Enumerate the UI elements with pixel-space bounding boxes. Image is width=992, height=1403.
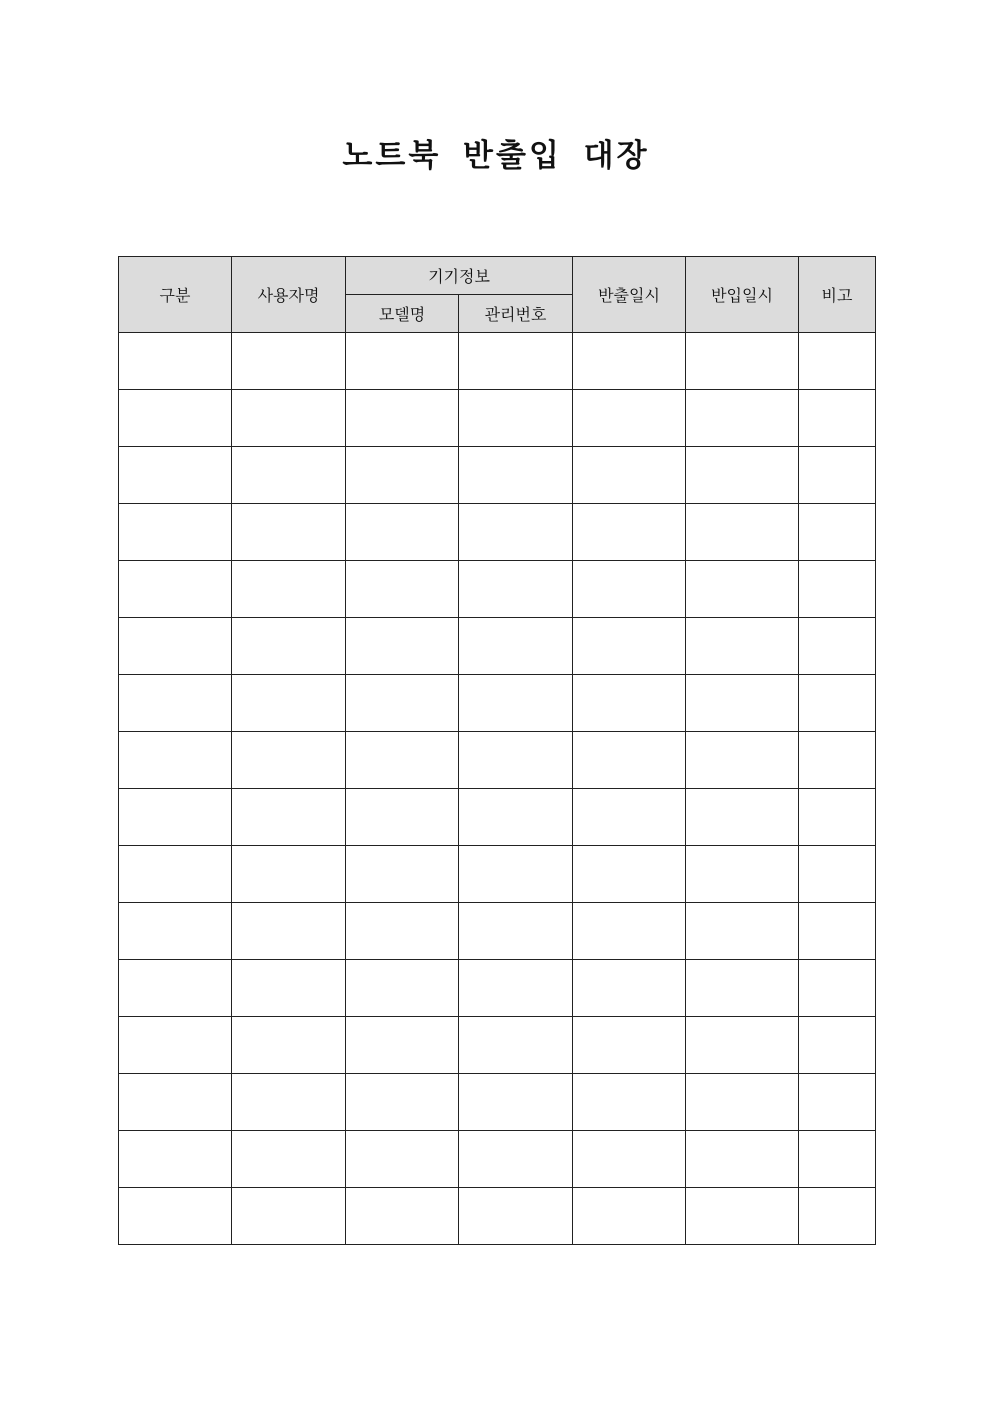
model-name-cell[interactable] — [346, 675, 459, 732]
category-cell[interactable] — [119, 1131, 232, 1188]
category-cell[interactable] — [119, 504, 232, 561]
model-name-cell[interactable] — [346, 618, 459, 675]
table-row — [119, 903, 876, 960]
table-row — [119, 846, 876, 903]
user-name-cell[interactable] — [232, 960, 346, 1017]
category-cell[interactable] — [119, 675, 232, 732]
model-name-cell[interactable] — [346, 447, 459, 504]
asset-number-cell[interactable] — [459, 1188, 573, 1245]
header-device-info: 기기정보 — [346, 257, 573, 295]
model-name-cell[interactable] — [346, 1017, 459, 1074]
category-cell[interactable] — [119, 333, 232, 390]
remarks-cell[interactable] — [799, 732, 876, 789]
table-row — [119, 1074, 876, 1131]
user-name-cell[interactable] — [232, 789, 346, 846]
return-datetime-cell[interactable] — [686, 447, 799, 504]
checkout-datetime-cell[interactable] — [573, 903, 686, 960]
checkout-datetime-cell[interactable] — [573, 960, 686, 1017]
asset-number-cell[interactable] — [459, 1131, 573, 1188]
return-datetime-cell[interactable] — [686, 618, 799, 675]
user-name-cell[interactable] — [232, 447, 346, 504]
remarks-cell[interactable] — [799, 789, 876, 846]
return-datetime-cell[interactable] — [686, 903, 799, 960]
asset-number-cell[interactable] — [459, 447, 573, 504]
header-asset-number: 관리번호 — [459, 295, 573, 333]
asset-number-cell[interactable] — [459, 333, 573, 390]
user-name-cell[interactable] — [232, 903, 346, 960]
model-name-cell[interactable] — [346, 732, 459, 789]
header-category: 구분 — [119, 257, 232, 333]
user-name-cell[interactable] — [232, 333, 346, 390]
checkout-datetime-cell[interactable] — [573, 675, 686, 732]
asset-number-cell[interactable] — [459, 1074, 573, 1131]
remarks-cell[interactable] — [799, 618, 876, 675]
remarks-cell[interactable] — [799, 447, 876, 504]
asset-number-cell[interactable] — [459, 618, 573, 675]
user-name-cell[interactable] — [232, 618, 346, 675]
checkout-datetime-cell[interactable] — [573, 333, 686, 390]
remarks-cell[interactable] — [799, 960, 876, 1017]
header-model-name: 모델명 — [346, 295, 459, 333]
table-row — [119, 561, 876, 618]
return-datetime-cell[interactable] — [686, 1188, 799, 1245]
asset-number-cell[interactable] — [459, 789, 573, 846]
table-row — [119, 618, 876, 675]
remarks-cell[interactable] — [799, 333, 876, 390]
return-datetime-cell[interactable] — [686, 675, 799, 732]
return-datetime-cell[interactable] — [686, 1017, 799, 1074]
category-cell[interactable] — [119, 618, 232, 675]
table-row — [119, 333, 876, 390]
return-datetime-cell[interactable] — [686, 960, 799, 1017]
model-name-cell[interactable] — [346, 960, 459, 1017]
return-datetime-cell[interactable] — [686, 561, 799, 618]
category-cell[interactable] — [119, 1074, 232, 1131]
model-name-cell[interactable] — [346, 504, 459, 561]
remarks-cell[interactable] — [799, 675, 876, 732]
remarks-cell[interactable] — [799, 903, 876, 960]
checkout-datetime-cell[interactable] — [573, 846, 686, 903]
checkout-datetime-cell[interactable] — [573, 789, 686, 846]
asset-number-cell[interactable] — [459, 846, 573, 903]
table-row — [119, 1131, 876, 1188]
table-row — [119, 504, 876, 561]
model-name-cell[interactable] — [346, 390, 459, 447]
return-datetime-cell[interactable] — [686, 846, 799, 903]
table-row — [119, 1188, 876, 1245]
model-name-cell[interactable] — [346, 903, 459, 960]
remarks-cell[interactable] — [799, 1188, 876, 1245]
table-row — [119, 447, 876, 504]
header-user-name: 사용자명 — [232, 257, 346, 333]
remarks-cell[interactable] — [799, 1017, 876, 1074]
return-datetime-cell[interactable] — [686, 789, 799, 846]
checkout-datetime-cell[interactable] — [573, 561, 686, 618]
user-name-cell[interactable] — [232, 1074, 346, 1131]
return-datetime-cell[interactable] — [686, 732, 799, 789]
category-cell[interactable] — [119, 846, 232, 903]
model-name-cell[interactable] — [346, 1074, 459, 1131]
model-name-cell[interactable] — [346, 1131, 459, 1188]
category-cell[interactable] — [119, 1188, 232, 1245]
header-checkout-datetime: 반출일시 — [573, 257, 686, 333]
asset-number-cell[interactable] — [459, 390, 573, 447]
model-name-cell[interactable] — [346, 333, 459, 390]
checkout-datetime-cell[interactable] — [573, 390, 686, 447]
user-name-cell[interactable] — [232, 561, 346, 618]
asset-number-cell[interactable] — [459, 1017, 573, 1074]
table-row — [119, 675, 876, 732]
ledger-body — [119, 333, 876, 1245]
asset-number-cell[interactable] — [459, 504, 573, 561]
checkout-datetime-cell[interactable] — [573, 447, 686, 504]
user-name-cell[interactable] — [232, 1131, 346, 1188]
checkout-datetime-cell[interactable] — [573, 1074, 686, 1131]
user-name-cell[interactable] — [232, 732, 346, 789]
checkout-datetime-cell[interactable] — [573, 618, 686, 675]
checkout-datetime-cell[interactable] — [573, 732, 686, 789]
asset-number-cell[interactable] — [459, 960, 573, 1017]
user-name-cell[interactable] — [232, 675, 346, 732]
remarks-cell[interactable] — [799, 561, 876, 618]
category-cell[interactable] — [119, 390, 232, 447]
model-name-cell[interactable] — [346, 1188, 459, 1245]
user-name-cell[interactable] — [232, 1017, 346, 1074]
table-row — [119, 390, 876, 447]
user-name-cell[interactable] — [232, 390, 346, 447]
asset-number-cell[interactable] — [459, 732, 573, 789]
return-datetime-cell[interactable] — [686, 333, 799, 390]
user-name-cell[interactable] — [232, 504, 346, 561]
remarks-cell[interactable] — [799, 1131, 876, 1188]
remarks-cell[interactable] — [799, 1074, 876, 1131]
checkout-datetime-cell[interactable] — [573, 1017, 686, 1074]
checkout-datetime-cell[interactable] — [573, 504, 686, 561]
user-name-cell[interactable] — [232, 846, 346, 903]
asset-number-cell[interactable] — [459, 675, 573, 732]
header-row — [119, 257, 876, 295]
remarks-cell[interactable] — [799, 846, 876, 903]
category-cell[interactable] — [119, 447, 232, 504]
checkout-datetime-cell[interactable] — [573, 1131, 686, 1188]
asset-number-cell[interactable] — [459, 903, 573, 960]
checkout-datetime-cell[interactable] — [573, 1188, 686, 1245]
category-cell[interactable] — [119, 1017, 232, 1074]
table-row — [119, 960, 876, 1017]
remarks-cell[interactable] — [799, 504, 876, 561]
category-cell[interactable] — [119, 789, 232, 846]
header-remarks: 비고 — [799, 257, 876, 333]
asset-number-cell[interactable] — [459, 561, 573, 618]
model-name-cell[interactable] — [346, 846, 459, 903]
return-datetime-cell[interactable] — [686, 1074, 799, 1131]
return-datetime-cell[interactable] — [686, 1131, 799, 1188]
table-row — [119, 732, 876, 789]
model-name-cell[interactable] — [346, 789, 459, 846]
laptop-ledger-table — [118, 256, 876, 1245]
page-title: 노트북 반출입 대장 — [342, 138, 650, 174]
category-cell[interactable] — [119, 903, 232, 960]
table-row — [119, 789, 876, 846]
return-datetime-cell[interactable] — [686, 504, 799, 561]
category-cell[interactable] — [119, 960, 232, 1017]
remarks-cell[interactable] — [799, 390, 876, 447]
category-cell[interactable] — [119, 561, 232, 618]
category-cell[interactable] — [119, 732, 232, 789]
header-return-datetime: 반입일시 — [686, 257, 799, 333]
return-datetime-cell[interactable] — [686, 390, 799, 447]
user-name-cell[interactable] — [232, 1188, 346, 1245]
model-name-cell[interactable] — [346, 561, 459, 618]
table-row — [119, 1017, 876, 1074]
